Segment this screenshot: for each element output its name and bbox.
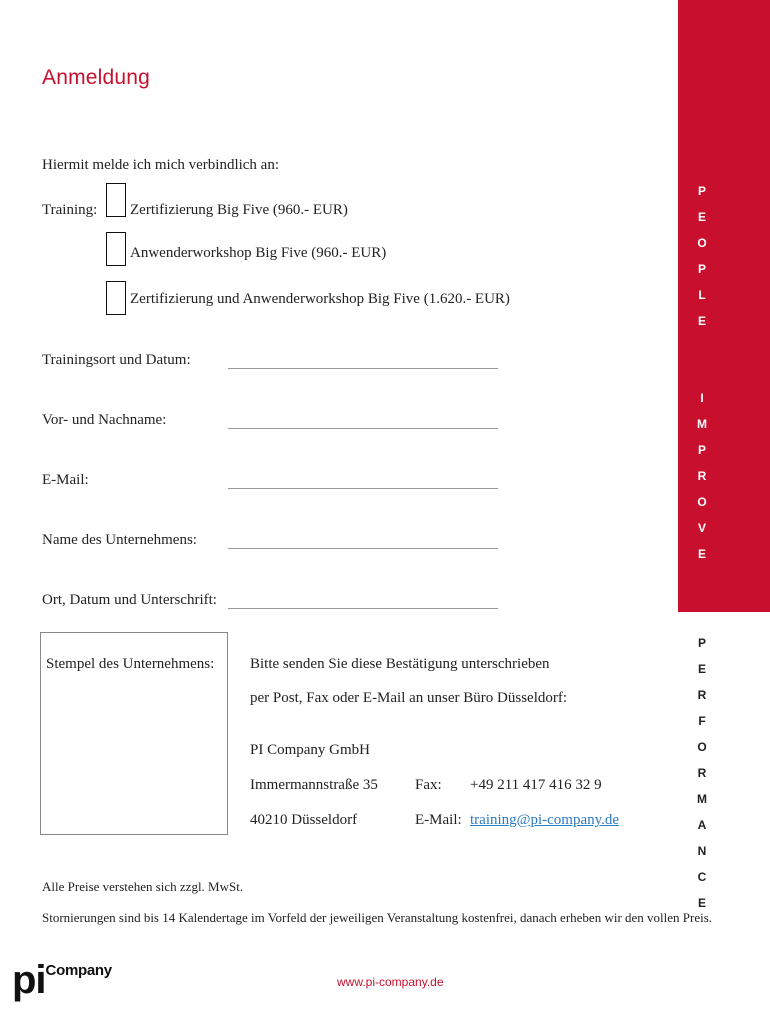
- sidebar-letter: V: [697, 521, 706, 535]
- intro-text: Hiermit melde ich mich verbindlich an:: [42, 157, 280, 173]
- pi-company-logo: [12, 958, 112, 1003]
- training-label: Training:: [42, 202, 98, 218]
- field-line-signature[interactable]: [228, 608, 498, 609]
- sidebar-letter: P: [697, 636, 706, 650]
- sidebar-letter: O: [697, 495, 707, 509]
- sidebar-letter: P: [697, 262, 706, 276]
- sidebar-letter: A: [697, 818, 707, 832]
- fax-number: +49 211 417 416 32 9: [470, 777, 602, 793]
- sidebar-letter: E: [697, 896, 706, 910]
- sidebar-letter: M: [697, 792, 707, 806]
- page-title: Anmeldung: [42, 66, 151, 89]
- company-name: PI Company GmbH: [250, 742, 370, 758]
- sidebar-letter: O: [697, 236, 707, 250]
- sidebar-letter: E: [697, 314, 706, 328]
- sidebar-letter: M: [697, 417, 707, 431]
- sidebar-letter: E: [697, 210, 706, 224]
- option-zertifizierung: Zertifizierung Big Five (960.- EUR): [130, 202, 348, 218]
- logo-pi: pi: [12, 958, 46, 1002]
- sidebar-letter: P: [697, 443, 706, 457]
- checkbox-anwenderworkshop[interactable]: [106, 232, 126, 266]
- fax-label: Fax:: [415, 777, 442, 793]
- field-line-name[interactable]: [228, 428, 498, 429]
- sidebar-word-improve: [692, 385, 712, 567]
- sidebar-word-people: [692, 178, 712, 334]
- option-kombination: Zertifizierung und Anwenderworkshop Big Five (1.620.- EUR): [130, 291, 510, 307]
- email-link[interactable]: training@pi-company.de: [470, 812, 620, 828]
- note-cancellation: Stornierungen sind bis 14 Kalendertage im Vorfeld der jeweiligen Veranstaltung kostenfrei, danach erheben wir den vollen Preis.: [42, 910, 713, 925]
- sidebar-letter: F: [698, 714, 706, 728]
- sidebar-letter: L: [698, 288, 706, 302]
- field-label-signature: Ort, Datum und Unterschrift:: [42, 592, 217, 608]
- field-line-company[interactable]: [228, 548, 498, 549]
- instructions-line1: Bitte senden Sie diese Bestätigung unterschrieben: [250, 656, 550, 672]
- field-label-email: E-Mail:: [42, 472, 89, 488]
- field-label-company: Name des Unternehmens:: [42, 532, 197, 548]
- sidebar-word-performance: [692, 630, 712, 916]
- checkbox-zertifizierung[interactable]: [106, 183, 126, 217]
- field-line-email[interactable]: [228, 488, 498, 489]
- instructions-line2: per Post, Fax oder E-Mail an unser Büro Düsseldorf:: [250, 690, 568, 706]
- sidebar-letter: R: [697, 469, 707, 483]
- company-city: 40210 Düsseldorf: [250, 812, 358, 828]
- option-anwenderworkshop: Anwenderworkshop Big Five (960.- EUR): [130, 245, 387, 261]
- note-prices: Alle Preise verstehen sich zzgl. MwSt.: [42, 879, 244, 894]
- field-label-name: Vor- und Nachname:: [42, 412, 167, 428]
- sidebar-letter: O: [697, 740, 707, 754]
- sidebar-letter: R: [697, 688, 707, 702]
- field-line-trainingsort[interactable]: [228, 368, 498, 369]
- checkbox-kombination[interactable]: [106, 281, 126, 315]
- field-label-trainingsort: Trainingsort und Datum:: [42, 352, 191, 368]
- email-label: E-Mail:: [415, 812, 462, 828]
- sidebar-letter: I: [700, 391, 704, 405]
- stamp-label: Stempel des Unternehmens:: [46, 656, 215, 672]
- sidebar-letter: R: [697, 766, 707, 780]
- sidebar-letter: N: [697, 844, 707, 858]
- sidebar-letter: E: [697, 547, 706, 561]
- sidebar-letter: P: [697, 184, 706, 198]
- sidebar-letter: E: [697, 662, 706, 676]
- footer-url[interactable]: www.pi-company.de: [337, 975, 444, 989]
- sidebar-letter: C: [697, 870, 707, 884]
- logo-company: Company: [45, 962, 112, 979]
- company-street: Immermannstraße 35: [250, 777, 378, 793]
